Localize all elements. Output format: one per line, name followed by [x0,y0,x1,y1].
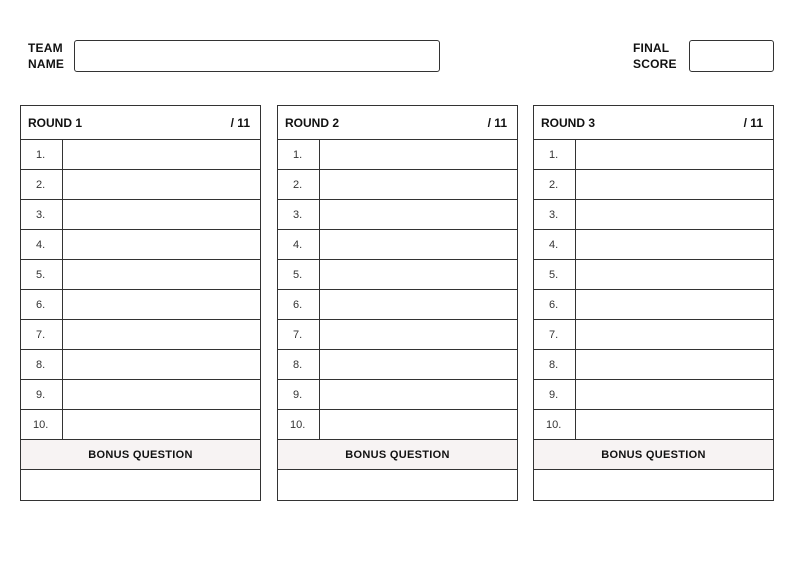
question-row [21,200,260,230]
answer-field[interactable] [576,350,773,379]
round-1-bonus-answer-field[interactable] [21,470,260,500]
question-row [278,230,517,260]
question-number: 5. [21,260,63,289]
question-row [21,350,260,380]
question-number: 8. [278,350,320,379]
round-3-header [534,106,773,140]
question-number: 7. [534,320,576,349]
question-row [534,260,773,290]
question-number: 3. [278,200,320,229]
question-number: 4. [534,230,576,259]
question-number: 8. [534,350,576,379]
round-1-bonus-label: BONUS QUESTION [21,440,260,470]
answer-field[interactable] [63,410,260,439]
question-number: 4. [278,230,320,259]
answer-field[interactable] [320,410,517,439]
question-row [21,320,260,350]
final-score-label [633,40,677,72]
answer-field[interactable] [63,260,260,289]
round-1-header [21,106,260,140]
question-row [534,140,773,170]
answer-field[interactable] [63,380,260,409]
question-number: 3. [21,200,63,229]
answer-field[interactable] [576,200,773,229]
question-number: 10. [278,410,320,439]
question-row [278,380,517,410]
round-1-card [20,105,261,501]
answer-field[interactable] [63,170,260,199]
question-row [21,290,260,320]
question-number: 1. [278,140,320,169]
question-row [21,380,260,410]
question-number: 8. [21,350,63,379]
answer-field[interactable] [63,350,260,379]
question-row [21,140,260,170]
question-row [21,410,260,440]
question-row [534,170,773,200]
answer-field[interactable] [63,290,260,319]
round-1-title: ROUND 1 [28,115,83,130]
round-3-bonus-label: BONUS QUESTION [534,440,773,470]
answer-field[interactable] [320,140,517,169]
answer-field[interactable] [63,320,260,349]
final-score-label-line1: FINAL [633,41,670,55]
question-number: 10. [534,410,576,439]
question-row [278,410,517,440]
round-2-header [278,106,517,140]
question-number: 1. [21,140,63,169]
answer-field[interactable] [576,140,773,169]
question-row [278,320,517,350]
round-3-bonus-answer-field[interactable] [534,470,773,500]
answer-field[interactable] [576,260,773,289]
answer-field[interactable] [320,230,517,259]
round-1-max-score: / 11 [230,115,250,130]
answer-field[interactable] [320,350,517,379]
answer-field[interactable] [320,380,517,409]
round-3-card [533,105,774,501]
question-row [278,140,517,170]
answer-field[interactable] [576,380,773,409]
round-3-title: ROUND 3 [541,115,596,130]
question-number: 4. [21,230,63,259]
question-row [21,230,260,260]
question-number: 9. [534,380,576,409]
team-name-field[interactable] [74,40,440,72]
question-number: 2. [278,170,320,199]
question-row [278,200,517,230]
question-row [21,170,260,200]
question-number: 3. [534,200,576,229]
question-number: 10. [21,410,63,439]
question-row [534,200,773,230]
final-score-label-line2: SCORE [633,57,677,71]
question-row [278,290,517,320]
answer-field[interactable] [320,170,517,199]
answer-field[interactable] [320,290,517,319]
question-number: 2. [21,170,63,199]
final-score-field[interactable] [689,40,774,72]
question-number: 5. [534,260,576,289]
round-2-max-score: / 11 [487,115,507,130]
question-number: 9. [21,380,63,409]
question-row [21,260,260,290]
question-number: 2. [534,170,576,199]
answer-field[interactable] [63,230,260,259]
question-number: 6. [278,290,320,319]
question-row [534,230,773,260]
question-row [278,170,517,200]
question-number: 6. [21,290,63,319]
question-row [534,410,773,440]
question-row [278,260,517,290]
question-number: 9. [278,380,320,409]
team-name-label-line1: TEAM [28,41,63,55]
question-number: 5. [278,260,320,289]
answer-field[interactable] [576,410,773,439]
question-row [534,350,773,380]
answer-field[interactable] [576,230,773,259]
answer-field[interactable] [63,200,260,229]
question-number: 7. [278,320,320,349]
round-3-max-score: / 11 [743,115,763,130]
round-2-bonus-label: BONUS QUESTION [278,440,517,470]
question-number: 1. [534,140,576,169]
round-2-bonus-answer-field[interactable] [278,470,517,500]
answer-field[interactable] [576,320,773,349]
team-name-label [28,40,64,72]
answer-field[interactable] [320,260,517,289]
team-name-label-line2: NAME [28,57,65,71]
answer-field[interactable] [320,320,517,349]
answer-field[interactable] [576,290,773,319]
question-number: 6. [534,290,576,319]
question-row [278,350,517,380]
round-2-card [277,105,518,501]
question-row [534,380,773,410]
answer-field[interactable] [320,200,517,229]
question-row [534,290,773,320]
round-2-title: ROUND 2 [285,115,340,130]
question-number: 7. [21,320,63,349]
answer-field[interactable] [576,170,773,199]
question-row [534,320,773,350]
answer-field[interactable] [63,140,260,169]
